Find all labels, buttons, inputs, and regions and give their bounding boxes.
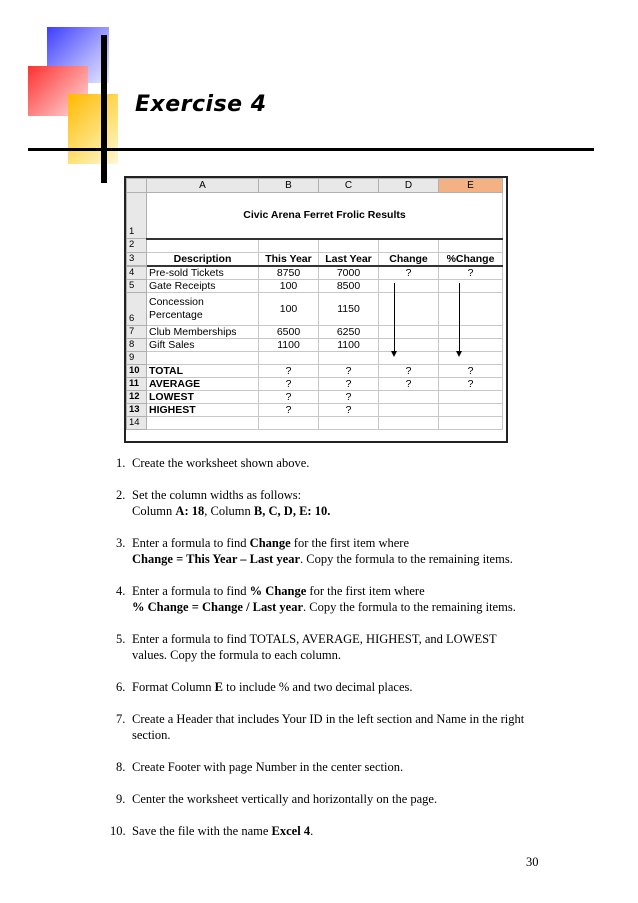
- corner-cell: [127, 179, 147, 193]
- instruction-bold-text: A: 18: [175, 504, 205, 518]
- summary-row: [127, 390, 503, 403]
- spreadsheet-grid: [126, 178, 503, 430]
- header-change: Change: [379, 252, 439, 266]
- page-title: Exercise 4: [135, 92, 267, 117]
- summary-row: [127, 403, 503, 416]
- instruction-bold-text: Excel 4: [271, 824, 311, 838]
- cell-change: [379, 338, 439, 351]
- instruction-text-run: .: [310, 824, 314, 838]
- column-header-e: E: [439, 179, 503, 193]
- instruction-item: [116, 631, 576, 663]
- decorative-yellow-square: [68, 94, 118, 164]
- pct-change-down-arrow: [459, 283, 460, 353]
- row-header: 12: [127, 390, 147, 403]
- cell-pct-change: [439, 279, 503, 292]
- instruction-text: [132, 536, 513, 566]
- cell-change: [379, 403, 439, 416]
- instruction-text: [132, 824, 313, 838]
- instruction-number: 1.: [116, 456, 126, 470]
- cell-description: AVERAGE: [147, 377, 259, 390]
- row-header: 8: [127, 338, 147, 351]
- instruction-item: [116, 535, 576, 567]
- instruction-text: [132, 792, 437, 806]
- instruction-item: [116, 711, 576, 743]
- data-row: [127, 292, 503, 325]
- instruction-bold-text: Change: [249, 536, 291, 550]
- cell-this-year: ?: [259, 403, 319, 416]
- cell-change: [379, 279, 439, 292]
- instruction-number: 10.: [110, 824, 126, 838]
- cell-description: Club Memberships: [147, 325, 259, 338]
- instruction-text-run: Create a Header that includes Your ID in the left section and Name in the right: [132, 712, 525, 726]
- instruction-bold-text: % Change: [249, 584, 307, 598]
- cell-last-year: 6250: [319, 325, 379, 338]
- row-header: 14: [127, 416, 147, 429]
- instruction-item: [116, 679, 576, 695]
- row-header: 2: [127, 239, 147, 253]
- row-header: 5: [127, 279, 147, 292]
- instruction-text-run: Enter a formula to find: [132, 584, 250, 598]
- header-description: Description: [147, 252, 259, 266]
- cell-last-year: 7000: [319, 266, 379, 280]
- instruction-text-run: to include % and two decimal places.: [223, 680, 413, 694]
- cell-pct-change: [439, 325, 503, 338]
- instruction-item: [116, 455, 576, 471]
- cell-this-year: ?: [259, 377, 319, 390]
- cell-last-year: ?: [319, 403, 379, 416]
- instruction-text: [132, 680, 413, 694]
- cell-change: [379, 292, 439, 325]
- instruction-text: [132, 488, 330, 518]
- data-row: [127, 338, 503, 351]
- cell-this-year: 1100: [259, 338, 319, 351]
- row-header: 11: [127, 377, 147, 390]
- cell-pct-change: ?: [439, 266, 503, 280]
- cell-change: [379, 325, 439, 338]
- cell-this-year: 6500: [259, 325, 319, 338]
- instruction-text-run: Create Footer with page Number in the center section.: [132, 760, 404, 774]
- cell-this-year: 8750: [259, 266, 319, 280]
- instruction-bold-text: Change = This Year – Last year: [132, 552, 301, 566]
- instruction-bold-text: % Change = Change / Last year: [132, 600, 304, 614]
- instruction-number: 2.: [116, 488, 126, 502]
- instruction-text-run: Set the column widths as follows:: [132, 488, 302, 502]
- cell-description: Gate Receipts: [147, 279, 259, 292]
- instruction-number: 3.: [116, 536, 126, 550]
- instruction-text-run: Save the file with the name: [132, 824, 272, 838]
- instruction-item: [116, 791, 576, 807]
- sheet-title: Civic Arena Ferret Frolic Results: [147, 193, 503, 239]
- row-header: 4: [127, 266, 147, 280]
- instruction-number: 8.: [116, 760, 126, 774]
- data-row: [127, 279, 503, 292]
- instruction-item: [116, 583, 576, 615]
- row-9: [127, 351, 503, 364]
- instruction-text-run: Enter a formula to find TOTALS, AVERAGE, HIGHEST, and LOWEST: [132, 632, 497, 646]
- vertical-rule: [101, 35, 107, 183]
- instruction-item: [116, 487, 576, 519]
- instruction-text-run: section.: [132, 728, 171, 742]
- cell-description: HIGHEST: [147, 403, 259, 416]
- instruction-text-run: for the first item where: [290, 536, 410, 550]
- column-header-c: C: [319, 179, 379, 193]
- column-header-a: A: [147, 179, 259, 193]
- row-14: [127, 416, 503, 429]
- instruction-text: [132, 584, 516, 614]
- cell-description: Gift Sales: [147, 338, 259, 351]
- cell-pct-change: [439, 338, 503, 351]
- instruction-number: 5.: [116, 632, 126, 646]
- instruction-text-run: values. Copy the formula to each column.: [132, 648, 341, 662]
- change-down-arrow: [394, 283, 395, 353]
- row-header: 13: [127, 403, 147, 416]
- cell-pct-change: ?: [439, 377, 503, 390]
- instruction-text-run: Create the worksheet shown above.: [132, 456, 310, 470]
- instruction-text: [132, 456, 309, 470]
- instruction-text-run: Center the worksheet vertically and horizontally on the page.: [132, 792, 438, 806]
- row-2: [127, 239, 503, 253]
- instruction-list: [110, 455, 576, 855]
- cell-last-year: 8500: [319, 279, 379, 292]
- cell-description-line-1: Concession: [149, 295, 204, 308]
- cell-description: LOWEST: [147, 390, 259, 403]
- cell-this-year: ?: [259, 364, 319, 377]
- cell-description: TOTAL: [147, 364, 259, 377]
- instruction-item: [110, 823, 576, 839]
- data-row: [127, 325, 503, 338]
- instruction-bold-text: B, C, D, E: 10.: [253, 504, 331, 518]
- cell-pct-change: ?: [439, 364, 503, 377]
- column-header-d: D: [379, 179, 439, 193]
- instruction-text-run: Enter a formula to find: [132, 536, 250, 550]
- column-header-b: B: [259, 179, 319, 193]
- cell-last-year: 1100: [319, 338, 379, 351]
- header-this-year: This Year: [259, 252, 319, 266]
- instruction-number: 6.: [116, 680, 126, 694]
- summary-row: [127, 364, 503, 377]
- cell-description-line-2: Percentage: [149, 308, 203, 321]
- cell-this-year: 100: [259, 279, 319, 292]
- row-1: [127, 193, 503, 239]
- row-header: 1: [127, 193, 147, 239]
- horizontal-rule: [28, 148, 594, 151]
- cell-this-year: ?: [259, 390, 319, 403]
- instruction-text: [132, 632, 497, 662]
- cell-pct-change: [439, 390, 503, 403]
- instruction-text: [132, 712, 524, 742]
- instruction-text-run: , Column: [204, 504, 254, 518]
- data-row: [127, 266, 503, 280]
- instruction-number: 9.: [116, 792, 126, 806]
- instruction-number: 4.: [116, 584, 126, 598]
- cell-last-year: ?: [319, 390, 379, 403]
- instruction-number: 7.: [116, 712, 126, 726]
- cell-change: ?: [379, 364, 439, 377]
- row-header: 6: [127, 292, 147, 325]
- row-3: [127, 252, 503, 266]
- summary-row: [127, 377, 503, 390]
- instruction-text-run: Column: [132, 504, 176, 518]
- cell-this-year: 100: [259, 292, 319, 325]
- cell-last-year: 1150: [319, 292, 379, 325]
- instruction-text-run: . Copy the formula to the remaining items.: [303, 600, 516, 614]
- cell-last-year: ?: [319, 377, 379, 390]
- cell-pct-change: [439, 292, 503, 325]
- cell-description: Pre-sold Tickets: [147, 266, 259, 280]
- instruction-item: [116, 759, 576, 775]
- column-header-row: [127, 179, 503, 193]
- cell-pct-change: [439, 403, 503, 416]
- page-number: 30: [526, 855, 539, 869]
- cell-last-year: ?: [319, 364, 379, 377]
- header-last-year: Last Year: [319, 252, 379, 266]
- cell-change: ?: [379, 377, 439, 390]
- spreadsheet-screenshot: [124, 176, 508, 443]
- instruction-text-run: for the first item where: [306, 584, 425, 598]
- cell-change: [379, 390, 439, 403]
- row-header: 3: [127, 252, 147, 266]
- cell-description: [147, 292, 259, 325]
- instruction-text-run: . Copy the formula to the remaining items.: [300, 552, 513, 566]
- instruction-bold-text: E: [214, 680, 223, 694]
- row-header: 7: [127, 325, 147, 338]
- row-header: 9: [127, 351, 147, 364]
- instruction-text: [132, 760, 403, 774]
- instruction-text-run: Format Column: [132, 680, 215, 694]
- header-pct-change: %Change: [439, 252, 503, 266]
- row-header: 10: [127, 364, 147, 377]
- cell-change: ?: [379, 266, 439, 280]
